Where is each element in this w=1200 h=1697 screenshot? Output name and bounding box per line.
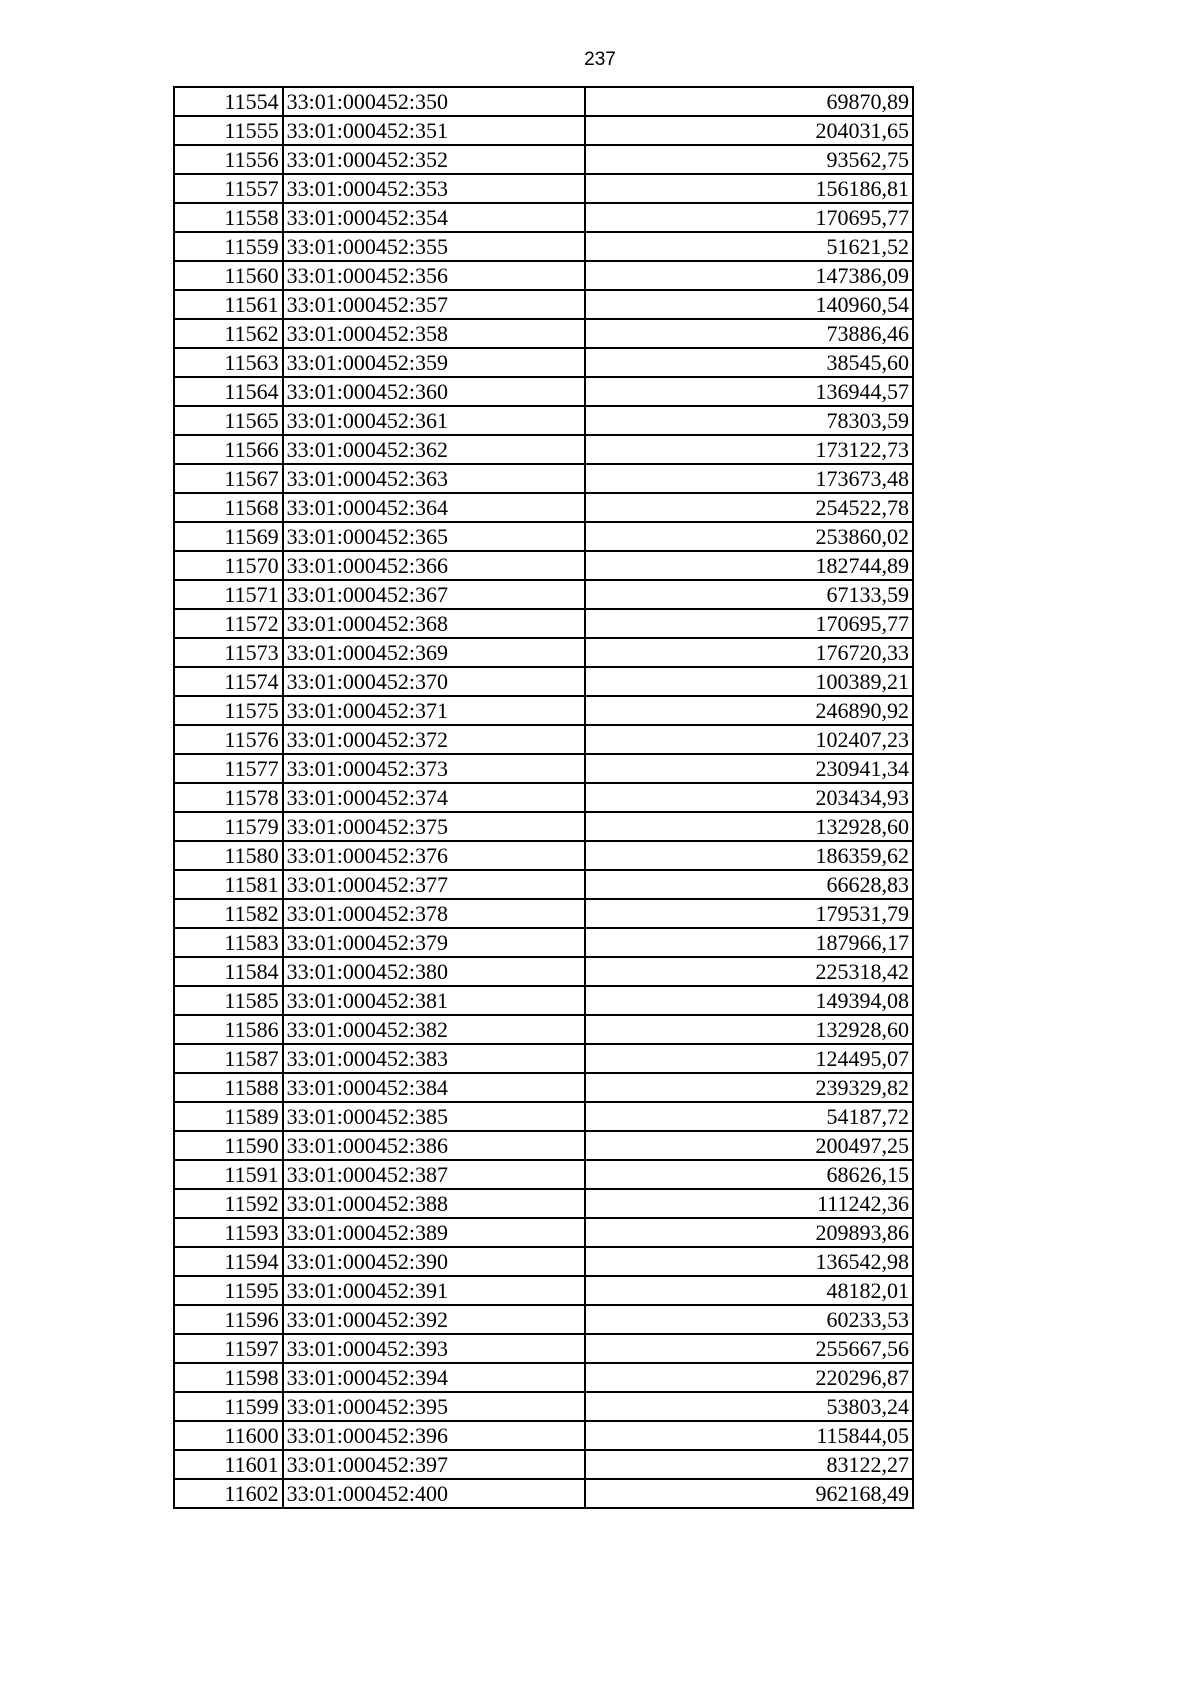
table-row	[174, 1247, 913, 1276]
table-row	[174, 783, 913, 812]
table-row	[174, 1131, 913, 1160]
cadastral-number-cell: 33:01:000452:377	[283, 870, 586, 899]
table-row	[174, 1218, 913, 1247]
table-row	[174, 812, 913, 841]
cadastral-value-cell: 173122,73	[585, 435, 913, 464]
table-row	[174, 145, 913, 174]
row-number-cell: 11572	[174, 609, 283, 638]
row-number-cell: 11584	[174, 957, 283, 986]
cadastral-number-cell: 33:01:000452:381	[283, 986, 586, 1015]
table-row	[174, 406, 913, 435]
row-number-cell: 11558	[174, 203, 283, 232]
cadastral-value-cell: 68626,15	[585, 1160, 913, 1189]
table-row	[174, 1160, 913, 1189]
cadastral-value-cell: 200497,25	[585, 1131, 913, 1160]
cadastral-number-cell: 33:01:000452:397	[283, 1450, 586, 1479]
cadastral-number-cell: 33:01:000452:400	[283, 1479, 586, 1508]
cadastral-value-cell: 187966,17	[585, 928, 913, 957]
cadastral-value-cell: 204031,65	[585, 116, 913, 145]
cadastral-value-cell: 140960,54	[585, 290, 913, 319]
cadastral-number-cell: 33:01:000452:350	[283, 87, 586, 116]
cadastral-value-cell: 38545,60	[585, 348, 913, 377]
table-row	[174, 1305, 913, 1334]
row-number-cell: 11581	[174, 870, 283, 899]
cadastral-value-cell: 182744,89	[585, 551, 913, 580]
cadastral-value-cell: 147386,09	[585, 261, 913, 290]
cadastral-value-cell: 255667,56	[585, 1334, 913, 1363]
table-row	[174, 290, 913, 319]
row-number-cell: 11598	[174, 1363, 283, 1392]
row-number-cell: 11596	[174, 1305, 283, 1334]
row-number-cell: 11601	[174, 1450, 283, 1479]
table-row	[174, 899, 913, 928]
cadastral-number-cell: 33:01:000452:366	[283, 551, 586, 580]
cadastral-value-cell: 73886,46	[585, 319, 913, 348]
table-row	[174, 261, 913, 290]
cadastral-number-cell: 33:01:000452:356	[283, 261, 586, 290]
table-row	[174, 696, 913, 725]
table-row	[174, 232, 913, 261]
cadastral-value-cell: 115844,05	[585, 1421, 913, 1450]
row-number-cell: 11577	[174, 754, 283, 783]
cadastral-value-cell: 111242,36	[585, 1189, 913, 1218]
cadastral-value-cell: 179531,79	[585, 899, 913, 928]
row-number-cell: 11555	[174, 116, 283, 145]
cadastral-value-cell: 225318,42	[585, 957, 913, 986]
table-row	[174, 667, 913, 696]
cadastral-value-cell: 230941,34	[585, 754, 913, 783]
cadastral-value-cell: 254522,78	[585, 493, 913, 522]
cadastral-number-cell: 33:01:000452:368	[283, 609, 586, 638]
table-row	[174, 1450, 913, 1479]
cadastral-value-cell: 149394,08	[585, 986, 913, 1015]
cadastral-number-cell: 33:01:000452:387	[283, 1160, 586, 1189]
table-row	[174, 1015, 913, 1044]
cadastral-value-cell: 83122,27	[585, 1450, 913, 1479]
table-row	[174, 522, 913, 551]
row-number-cell: 11566	[174, 435, 283, 464]
row-number-cell: 11576	[174, 725, 283, 754]
row-number-cell: 11593	[174, 1218, 283, 1247]
cadastral-value-cell: 203434,93	[585, 783, 913, 812]
cadastral-number-cell: 33:01:000452:351	[283, 116, 586, 145]
cadastral-number-cell: 33:01:000452:355	[283, 232, 586, 261]
table-row	[174, 1421, 913, 1450]
row-number-cell: 11589	[174, 1102, 283, 1131]
cadastral-number-cell: 33:01:000452:394	[283, 1363, 586, 1392]
table-row	[174, 928, 913, 957]
cadastral-number-cell: 33:01:000452:352	[283, 145, 586, 174]
cadastral-number-cell: 33:01:000452:369	[283, 638, 586, 667]
table-row	[174, 319, 913, 348]
row-number-cell: 11573	[174, 638, 283, 667]
cadastral-value-cell: 170695,77	[585, 609, 913, 638]
cadastral-value-cell: 239329,82	[585, 1073, 913, 1102]
cadastral-value-cell: 173673,48	[585, 464, 913, 493]
cadastral-number-cell: 33:01:000452:358	[283, 319, 586, 348]
table-row	[174, 464, 913, 493]
cadastral-value-cell: 209893,86	[585, 1218, 913, 1247]
table-row	[174, 435, 913, 464]
cadastral-value-table	[173, 86, 914, 1509]
cadastral-number-cell: 33:01:000452:378	[283, 899, 586, 928]
cadastral-number-cell: 33:01:000452:353	[283, 174, 586, 203]
row-number-cell: 11595	[174, 1276, 283, 1305]
table-row	[174, 986, 913, 1015]
row-number-cell: 11570	[174, 551, 283, 580]
table-row	[174, 116, 913, 145]
cadastral-number-cell: 33:01:000452:395	[283, 1392, 586, 1421]
table-row	[174, 609, 913, 638]
cadastral-value-cell: 186359,62	[585, 841, 913, 870]
table-row	[174, 1392, 913, 1421]
row-number-cell: 11586	[174, 1015, 283, 1044]
cadastral-value-cell: 54187,72	[585, 1102, 913, 1131]
table-row	[174, 1334, 913, 1363]
row-number-cell: 11565	[174, 406, 283, 435]
cadastral-number-cell: 33:01:000452:388	[283, 1189, 586, 1218]
table-row	[174, 87, 913, 116]
cadastral-number-cell: 33:01:000452:379	[283, 928, 586, 957]
cadastral-value-cell: 66628,83	[585, 870, 913, 899]
table-body	[174, 87, 913, 1508]
table-row	[174, 870, 913, 899]
row-number-cell: 11561	[174, 290, 283, 319]
table-row	[174, 348, 913, 377]
row-number-cell: 11590	[174, 1131, 283, 1160]
row-number-cell: 11574	[174, 667, 283, 696]
cadastral-number-cell: 33:01:000452:367	[283, 580, 586, 609]
cadastral-number-cell: 33:01:000452:393	[283, 1334, 586, 1363]
row-number-cell: 11587	[174, 1044, 283, 1073]
cadastral-number-cell: 33:01:000452:384	[283, 1073, 586, 1102]
cadastral-value-cell: 93562,75	[585, 145, 913, 174]
cadastral-value-cell: 48182,01	[585, 1276, 913, 1305]
cadastral-number-cell: 33:01:000452:364	[283, 493, 586, 522]
row-number-cell: 11556	[174, 145, 283, 174]
row-number-cell: 11571	[174, 580, 283, 609]
cadastral-value-cell: 132928,60	[585, 812, 913, 841]
row-number-cell: 11557	[174, 174, 283, 203]
table-row	[174, 725, 913, 754]
row-number-cell: 11602	[174, 1479, 283, 1508]
table-row	[174, 1276, 913, 1305]
cadastral-value-cell: 170695,77	[585, 203, 913, 232]
row-number-cell: 11594	[174, 1247, 283, 1276]
row-number-cell: 11578	[174, 783, 283, 812]
table-row	[174, 377, 913, 406]
cadastral-number-cell: 33:01:000452:372	[283, 725, 586, 754]
cadastral-number-cell: 33:01:000452:390	[283, 1247, 586, 1276]
cadastral-number-cell: 33:01:000452:391	[283, 1276, 586, 1305]
row-number-cell: 11563	[174, 348, 283, 377]
row-number-cell: 11585	[174, 986, 283, 1015]
table-row	[174, 638, 913, 667]
cadastral-number-cell: 33:01:000452:365	[283, 522, 586, 551]
row-number-cell: 11562	[174, 319, 283, 348]
table-row	[174, 1479, 913, 1508]
cadastral-number-cell: 33:01:000452:375	[283, 812, 586, 841]
row-number-cell: 11592	[174, 1189, 283, 1218]
page-number: 237	[584, 49, 616, 70]
table-row	[174, 493, 913, 522]
table-row	[174, 1073, 913, 1102]
cadastral-number-cell: 33:01:000452:373	[283, 754, 586, 783]
row-number-cell: 11580	[174, 841, 283, 870]
table-row	[174, 957, 913, 986]
table-row	[174, 551, 913, 580]
table-row	[174, 203, 913, 232]
row-number-cell: 11569	[174, 522, 283, 551]
cadastral-value-cell: 132928,60	[585, 1015, 913, 1044]
table-row	[174, 1363, 913, 1392]
row-number-cell: 11575	[174, 696, 283, 725]
cadastral-number-cell: 33:01:000452:383	[283, 1044, 586, 1073]
row-number-cell: 11559	[174, 232, 283, 261]
cadastral-number-cell: 33:01:000452:382	[283, 1015, 586, 1044]
cadastral-value-cell: 156186,81	[585, 174, 913, 203]
cadastral-value-cell: 962168,49	[585, 1479, 913, 1508]
table-row	[174, 1102, 913, 1131]
cadastral-number-cell: 33:01:000452:374	[283, 783, 586, 812]
table-row	[174, 1189, 913, 1218]
row-number-cell: 11599	[174, 1392, 283, 1421]
row-number-cell: 11564	[174, 377, 283, 406]
cadastral-number-cell: 33:01:000452:396	[283, 1421, 586, 1450]
row-number-cell: 11591	[174, 1160, 283, 1189]
cadastral-number-cell: 33:01:000452:362	[283, 435, 586, 464]
cadastral-number-cell: 33:01:000452:392	[283, 1305, 586, 1334]
row-number-cell: 11567	[174, 464, 283, 493]
cadastral-number-cell: 33:01:000452:380	[283, 957, 586, 986]
cadastral-value-cell: 176720,33	[585, 638, 913, 667]
row-number-cell: 11583	[174, 928, 283, 957]
cadastral-value-cell: 136944,57	[585, 377, 913, 406]
cadastral-number-cell: 33:01:000452:386	[283, 1131, 586, 1160]
row-number-cell: 11554	[174, 87, 283, 116]
table-row	[174, 754, 913, 783]
row-number-cell: 11600	[174, 1421, 283, 1450]
cadastral-value-cell: 51621,52	[585, 232, 913, 261]
cadastral-number-cell: 33:01:000452:385	[283, 1102, 586, 1131]
cadastral-number-cell: 33:01:000452:361	[283, 406, 586, 435]
row-number-cell: 11582	[174, 899, 283, 928]
cadastral-value-cell: 67133,59	[585, 580, 913, 609]
cadastral-value-cell: 246890,92	[585, 696, 913, 725]
cadastral-number-cell: 33:01:000452:359	[283, 348, 586, 377]
cadastral-value-cell: 220296,87	[585, 1363, 913, 1392]
cadastral-number-cell: 33:01:000452:354	[283, 203, 586, 232]
cadastral-value-cell: 69870,89	[585, 87, 913, 116]
cadastral-number-cell: 33:01:000452:376	[283, 841, 586, 870]
cadastral-number-cell: 33:01:000452:363	[283, 464, 586, 493]
cadastral-value-cell: 60233,53	[585, 1305, 913, 1334]
cadastral-number-cell: 33:01:000452:389	[283, 1218, 586, 1247]
row-number-cell: 11579	[174, 812, 283, 841]
table-row	[174, 841, 913, 870]
row-number-cell: 11560	[174, 261, 283, 290]
cadastral-number-cell: 33:01:000452:357	[283, 290, 586, 319]
table-row	[174, 174, 913, 203]
cadastral-value-cell: 78303,59	[585, 406, 913, 435]
table-row	[174, 1044, 913, 1073]
table-row	[174, 580, 913, 609]
row-number-cell: 11588	[174, 1073, 283, 1102]
row-number-cell: 11597	[174, 1334, 283, 1363]
cadastral-number-cell: 33:01:000452:360	[283, 377, 586, 406]
cadastral-value-cell: 53803,24	[585, 1392, 913, 1421]
cadastral-value-cell: 253860,02	[585, 522, 913, 551]
row-number-cell: 11568	[174, 493, 283, 522]
cadastral-value-cell: 124495,07	[585, 1044, 913, 1073]
cadastral-value-cell: 102407,23	[585, 725, 913, 754]
cadastral-value-cell: 100389,21	[585, 667, 913, 696]
cadastral-value-cell: 136542,98	[585, 1247, 913, 1276]
cadastral-number-cell: 33:01:000452:371	[283, 696, 586, 725]
cadastral-number-cell: 33:01:000452:370	[283, 667, 586, 696]
